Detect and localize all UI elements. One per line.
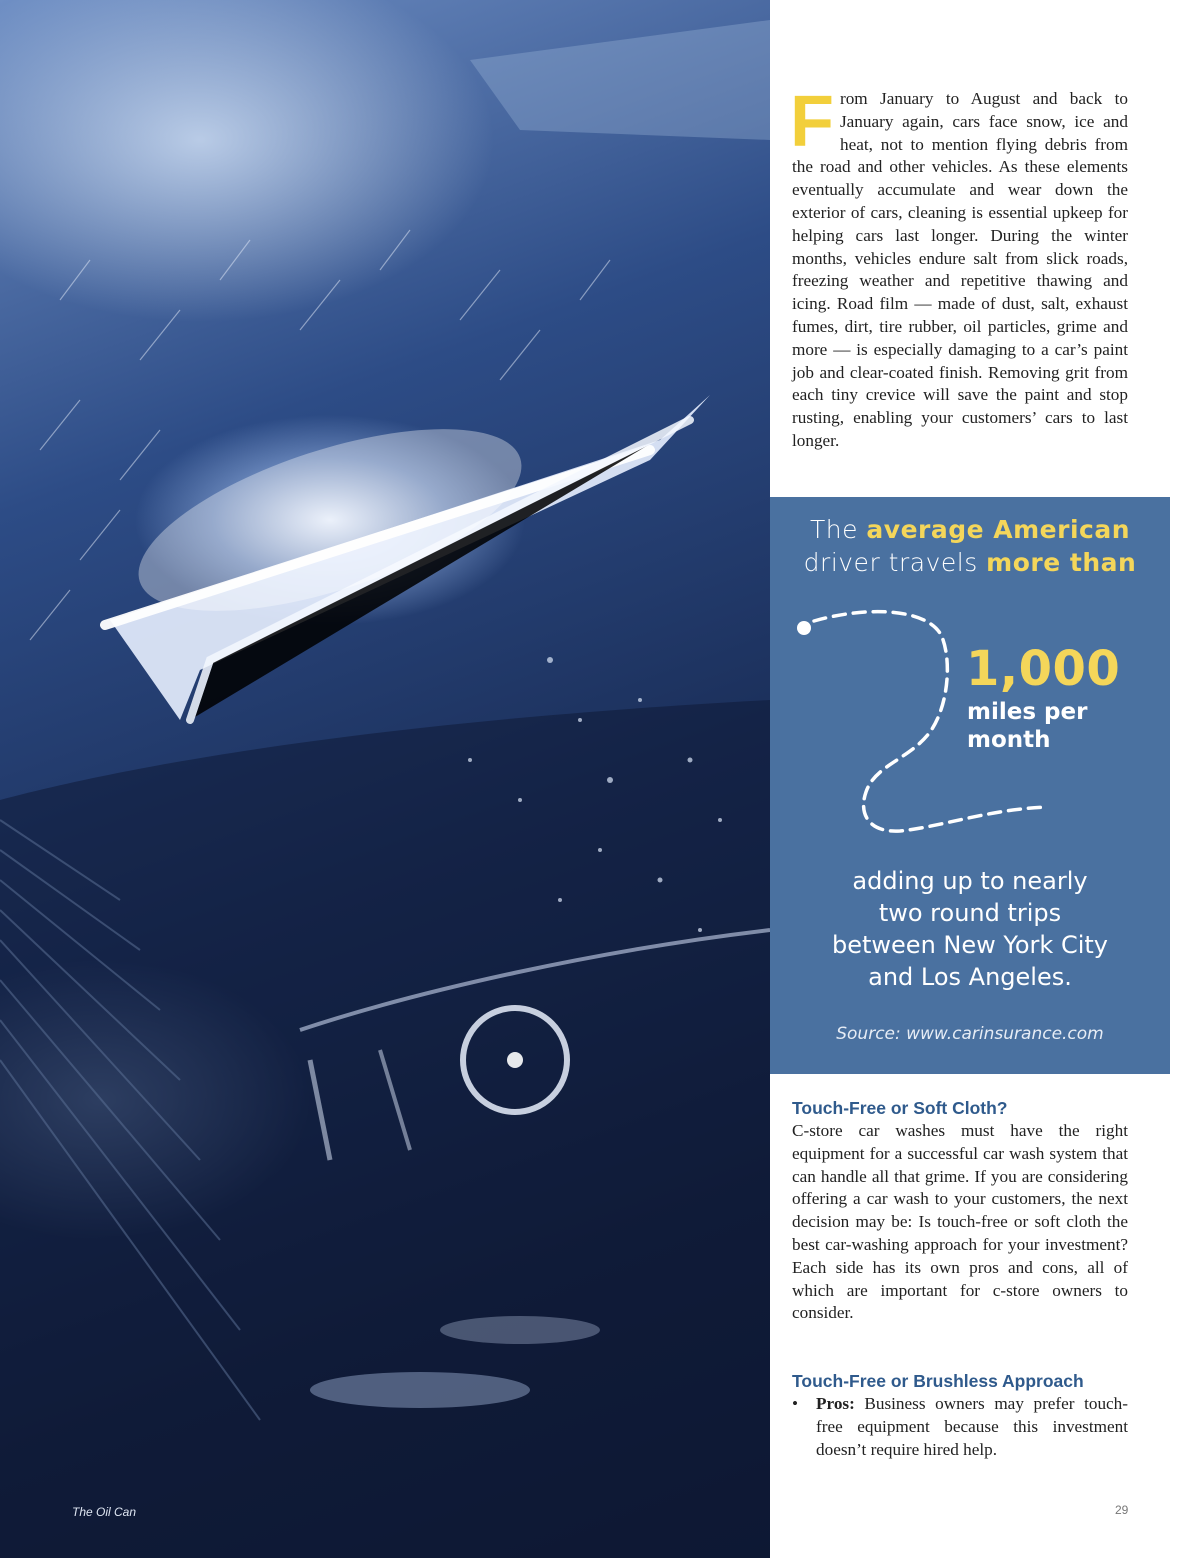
- publication-name: The Oil Can: [72, 1505, 137, 1519]
- tail-line: two round trips: [878, 899, 1062, 927]
- section-heading: Touch-Free or Brushless Approach: [792, 1371, 1084, 1391]
- bullet-text: Business owners may prefer touch-free equipment because this investment doesn’t require hired help.: [816, 1394, 1128, 1459]
- section-touch-free-or-soft-cloth: [792, 1096, 1128, 1325]
- stat-unit: [967, 698, 1087, 754]
- statistic-callout: [770, 497, 1170, 1074]
- tail-line: adding up to nearly: [852, 867, 1088, 895]
- stat-number: 1,000: [966, 641, 1121, 697]
- callout-source: Source: www.carinsurance.com: [836, 1024, 1104, 1044]
- pros-bullet: [792, 1393, 1128, 1461]
- page-number: 29: [1115, 1503, 1129, 1517]
- headline-highlight-1: average American: [866, 515, 1131, 544]
- intro-text: rom January to August and back to January again, cars face snow, ice and heat, not to mention flying debris from the road and other vehicles. As these elements eventually accumulate and wear down the exterior of cars, cleaning is essential upkeep for helping cars last longer. During the winter months, vehicles endure salt from slick roads, freezing weather and repetitive thawing and icing. Road film — made of dust, salt, exhaust fumes, dirt, tire rubber, oil particles, grime and more — is especially damaging to a car’s paint job and clear-coated finish. Removing grit from each tiny crevice will save the paint and stop rusting, enabling your customers’ cars to last longer.: [792, 89, 1128, 450]
- section-body: C-store car washes must have the right equipment for a successful car wash system that can handle all that grime. If you are considering offering a car wash to your customers, the next decision may be: Is touch-free or soft cloth the best car-washing approach for your investment? Each side has its own pros and cons, all of which are important for c-store owners to consider.: [792, 1121, 1128, 1323]
- tail-line: between New York City: [832, 931, 1108, 959]
- bullet-label: Pros:: [816, 1394, 855, 1413]
- intro-paragraph: [790, 82, 1128, 453]
- headline-line2-pre: driver travels: [803, 548, 987, 577]
- callout-tail-text: [770, 865, 1170, 993]
- headline-line1-pre: The: [809, 515, 867, 544]
- section-heading: Touch-Free or Soft Cloth?: [792, 1098, 1008, 1118]
- section-brushless-approach: [792, 1369, 1128, 1461]
- bullet-marker: •: [792, 1394, 799, 1413]
- tail-line: and Los Angeles.: [868, 963, 1072, 991]
- stat-unit-line1: miles per: [967, 699, 1088, 725]
- drop-cap: F: [790, 82, 834, 162]
- headline-highlight-2: more than: [986, 548, 1137, 577]
- stat-unit-line2: month: [967, 727, 1051, 753]
